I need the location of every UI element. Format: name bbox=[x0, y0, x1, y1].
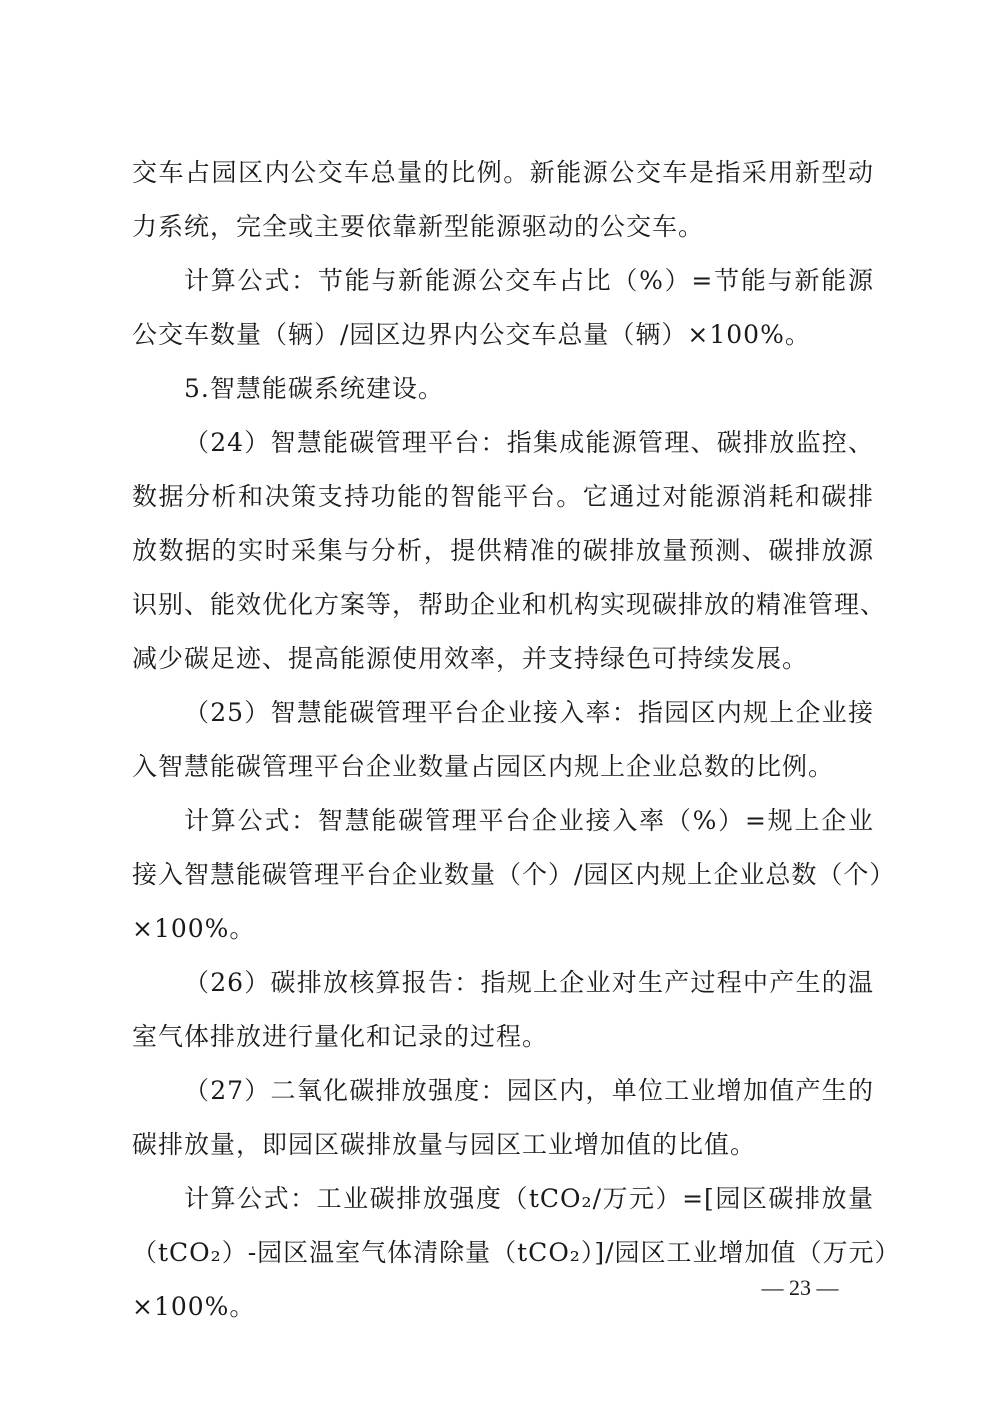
item-24-title: （24）智慧能碳管理平台：指集成能源管理、碳排放监控、 bbox=[184, 428, 874, 457]
formula-line: ×100%。 bbox=[132, 914, 256, 943]
text-line: 交车占园区内公交车总量的比例。新能源公交车是指采用新型动 bbox=[132, 158, 874, 187]
formula-line: 公交车数量（辆）/园区边界内公交车总量（辆）×100%。 bbox=[132, 320, 811, 349]
text-line: 碳排放量，即园区碳排放量与园区工业增加值的比值。 bbox=[132, 1130, 757, 1159]
formula-line: （tCO₂）-园区温室气体清除量（tCO₂）]/园区工业增加值（万元） bbox=[132, 1238, 901, 1267]
item-27-title: （27）二氧化碳排放强度：园区内，单位工业增加值产生的 bbox=[184, 1076, 874, 1105]
formula-line: 计算公式：工业碳排放强度（tCO₂/万元）=[园区碳排放量 bbox=[184, 1184, 874, 1213]
text-line: 入智慧能碳管理平台企业数量占园区内规上企业总数的比例。 bbox=[132, 752, 835, 781]
item-25-title: （25）智慧能碳管理平台企业接入率：指园区内规上企业接 bbox=[184, 698, 874, 727]
text-line: 减少碳足迹、提高能源使用效率，并支持绿色可持续发展。 bbox=[132, 644, 809, 673]
formula-line: 接入智慧能碳管理平台企业数量（个）/园区内规上企业总数（个） bbox=[132, 860, 896, 889]
section-heading: 5.智慧能碳系统建设。 bbox=[184, 374, 444, 403]
text-line: 室气体排放进行量化和记录的过程。 bbox=[132, 1022, 549, 1051]
formula-line: 计算公式：节能与新能源公交车占比（%）=节能与新能源 bbox=[184, 266, 874, 295]
text-line: 识别、能效优化方案等，帮助企业和机构实现碳排放的精准管理、 bbox=[132, 590, 887, 619]
page-number: — 23 — bbox=[761, 1275, 839, 1300]
text-line: 数据分析和决策支持功能的智能平台。它通过对能源消耗和碳排 bbox=[132, 482, 874, 511]
formula-line: 计算公式：智慧能碳管理平台企业接入率（%）=规上企业 bbox=[184, 806, 874, 835]
document-body bbox=[132, 146, 901, 1334]
formula-line: ×100%。 bbox=[132, 1292, 256, 1321]
text-line: 放数据的实时采集与分析，提供精准的碳排放量预测、碳排放源 bbox=[132, 536, 874, 565]
text-line: 力系统，完全或主要依靠新型能源驱动的公交车。 bbox=[132, 212, 705, 241]
item-26-title: （26）碳排放核算报告：指规上企业对生产过程中产生的温 bbox=[184, 968, 874, 997]
